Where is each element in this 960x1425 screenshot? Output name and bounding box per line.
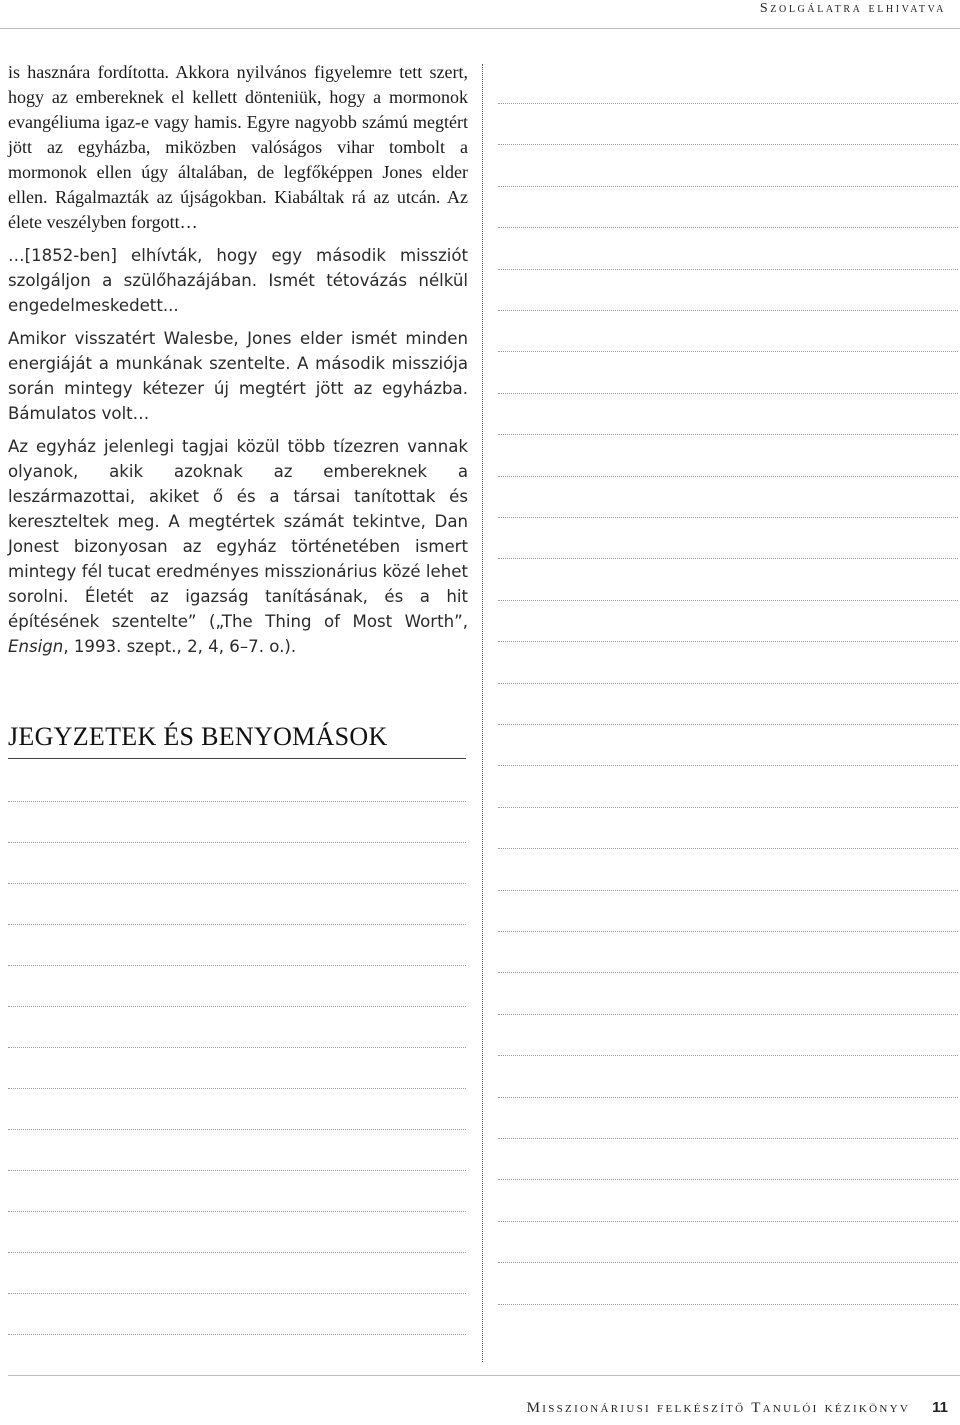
writing-line (498, 931, 958, 932)
writing-line (498, 227, 958, 228)
paragraph-3: Amikor visszatért Walesbe, Jones elder ismét minden energiáját a munkának szentelte. A második missziója során mintegy kétezer új megtért jött az egyházba. Bámulatos volt… (8, 329, 468, 423)
writing-line (498, 351, 958, 352)
writing-line (498, 1179, 958, 1180)
writing-line (498, 1221, 958, 1222)
writing-line (498, 848, 958, 849)
writing-line (498, 186, 958, 187)
writing-line (498, 1097, 958, 1098)
writing-line (498, 310, 958, 311)
writing-line (498, 972, 958, 973)
writing-line (8, 1334, 466, 1335)
notes-heading-rule (8, 758, 466, 759)
footer-rule (8, 1375, 960, 1376)
writing-line (498, 144, 958, 145)
writing-line (498, 103, 958, 104)
writing-line (8, 1006, 466, 1007)
footer-title: Misszionáriusi felkészítő Tanulói kézikönyv (526, 1400, 911, 1416)
paragraph-4-end: , 1993. szept., 2, 4, 6–7. o.). (63, 637, 297, 656)
writing-line (498, 890, 958, 891)
writing-line (498, 1014, 958, 1015)
writing-line (498, 807, 958, 808)
writing-line (498, 434, 958, 435)
writing-line (498, 517, 958, 518)
writing-line (498, 1304, 958, 1305)
column-divider (482, 64, 483, 1362)
paragraph-1: is hasznára fordította. Akkora nyilvános figyelemre tett szert, hogy az embereknek el kellett dönteniük, hogy a mormonok evangéliuma igaz-e vagy hamis. Egyre nagyobb számú megtért jött az egyházba, miközben valóságos vihar tombolt a mormonok ellen úgy általában, de legfőképpen Jones elder ellen. Rágalmazták az újságokban. Kiabáltak rá az utcán. Az élete veszélyben forgott… (8, 62, 468, 232)
writing-line (8, 1047, 466, 1048)
paragraph-4-text: Az egyház jelenlegi tagjai közül több tízezren vannak olyanok, akik azoknak az embereknek a leszármazottai, akiket ő és a társai tanítottak és kereszteltek meg. A megtértek számát tekintve, Dan Jonest bizonyosan az egyház történetében ismert mintegy fél tucat eredményes misszionárius közé lehet sorolni. Életét az igazság tanításának, és a hit építésének szentelte” („The Thing of Most Worth”, (8, 437, 468, 631)
writing-line (8, 1129, 466, 1130)
header-rule (0, 28, 960, 29)
writing-line (498, 765, 958, 766)
footer (527, 1399, 948, 1417)
paragraph-4 (8, 434, 468, 659)
writing-line (498, 1262, 958, 1263)
writing-line (8, 1088, 466, 1089)
notes-heading: JEGYZETEK ÉS BENYOMÁSOK (8, 722, 388, 751)
writing-line (8, 1252, 466, 1253)
writing-line (498, 724, 958, 725)
page-number: 11 (932, 1399, 948, 1416)
paragraph-2: …[1852-ben] elhívták, hogy egy második missziót szolgáljon a szülőhazájában. Ismét tétovázás nélkül engedelmeskedett... (8, 246, 468, 315)
citation-italic: Ensign (8, 637, 64, 656)
writing-line (498, 269, 958, 270)
writing-line (498, 641, 958, 642)
writing-line (498, 600, 958, 601)
writing-line (8, 965, 466, 966)
writing-line (498, 1138, 958, 1139)
writing-line (498, 393, 958, 394)
writing-line (8, 1170, 466, 1171)
writing-line (8, 842, 466, 843)
writing-line (498, 1055, 958, 1056)
running-head: Szolgálatra elhivatva (759, 1, 946, 16)
writing-line (8, 1293, 466, 1294)
writing-line (498, 683, 958, 684)
writing-line (8, 924, 466, 925)
writing-line (8, 801, 466, 802)
writing-line (8, 883, 466, 884)
writing-line (8, 1211, 466, 1212)
writing-line (498, 558, 958, 559)
main-text-column (8, 60, 468, 659)
writing-line (498, 476, 958, 477)
